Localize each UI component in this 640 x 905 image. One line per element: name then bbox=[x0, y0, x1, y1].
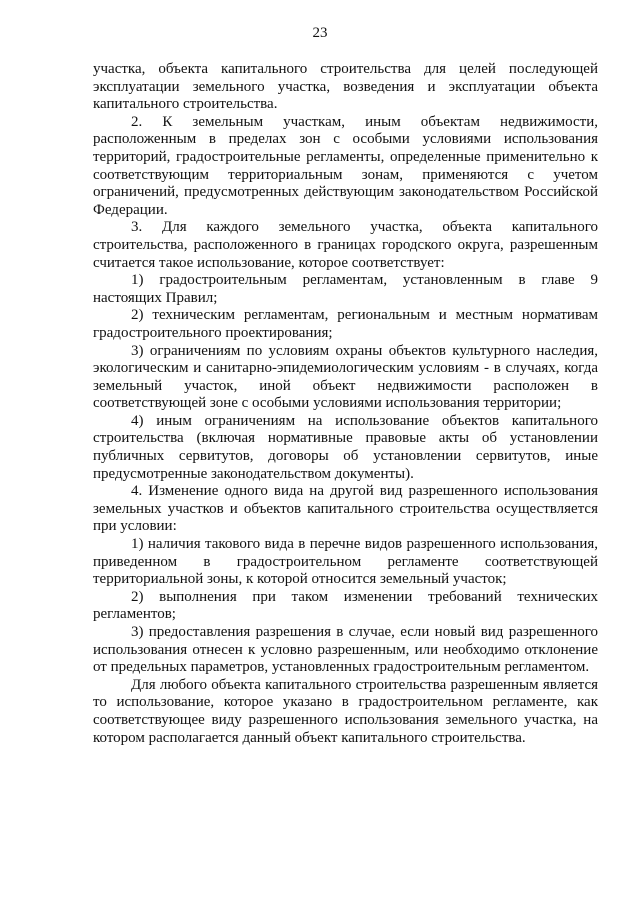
paragraph-item-4: 4. Изменение одного вида на другой вид разрешенного использования земельных участков и объектов капитального строительства осуществляется при условии: bbox=[93, 483, 598, 535]
paragraph-item-3-2: 2) техническим регламентам, региональным и местным нормативам градостроительного проектирования; bbox=[93, 307, 598, 341]
paragraph-item-3-3: 3) ограничениям по условиям охраны объектов культурного наследия, экологическим и санитарно-эпидемиологическим условиям - в случаях, когда земельный участок, иной объект недвижимости расположен в соответствующей зоне с особыми условиями использования территории; bbox=[93, 342, 598, 412]
paragraph-continuation: участка, объекта капитального строительства для целей последующей эксплуатации земельного участка, возведения и эксплуатации объекта капитального строительства. bbox=[93, 61, 598, 113]
paragraph-item-4-1: 1) наличия такового вида в перечне видов разрешенного использования, приведенном в градостроительном регламенте соответствующей территориальной зоны, к которой относится земельный участок; bbox=[93, 536, 598, 588]
page-number: 23 bbox=[312, 25, 328, 41]
paragraph-item-3-4: 4) иным ограничениям на использование объектов капитального строительства (включая нормативные правовые акты об установлении публичных сервитутов, договоры об установлении сервитутов, иные предусмотренные законодательством документы). bbox=[93, 412, 598, 482]
paragraph-item-2: 2. К земельным участкам, иным объектам недвижимости, расположенным в пределах зон с особыми условиями использования территорий, градостроительные регламенты, определенные применительно к соответствующим территориальным зонам, применяются с учетом ограничений, предусмотренных действующим законодательством Российской Федерации. bbox=[93, 113, 598, 218]
paragraph-item-3: 3. Для каждого земельного участка, объекта капитального строительства, расположенного в границах городского округа, разрешенным считается такое использование, которое соответствует: bbox=[93, 219, 598, 271]
paragraph-item-4-3: 3) предоставления разрешения в случае, если новый вид разрешенного использования отнесен к условно разрешенным, или необходимо отклонение от предельных параметров, установленных градостроительным регламентом. bbox=[93, 624, 598, 676]
paragraph-item-4-2: 2) выполнения при таком изменении требований технических регламентов; bbox=[93, 588, 598, 623]
paragraph-item-3-1: 1) градостроительным регламентам, установленным в главе 9 настоящих Правил; bbox=[93, 272, 598, 306]
paragraph-closing: Для любого объекта капитального строительства разрешенным является то использование, которое указано в градостроительном регламенте, как соответствующее виду разрешенного использования земельного участка, на котором располагается данный объект капитального строительства. bbox=[93, 676, 598, 746]
document-body bbox=[93, 61, 598, 747]
